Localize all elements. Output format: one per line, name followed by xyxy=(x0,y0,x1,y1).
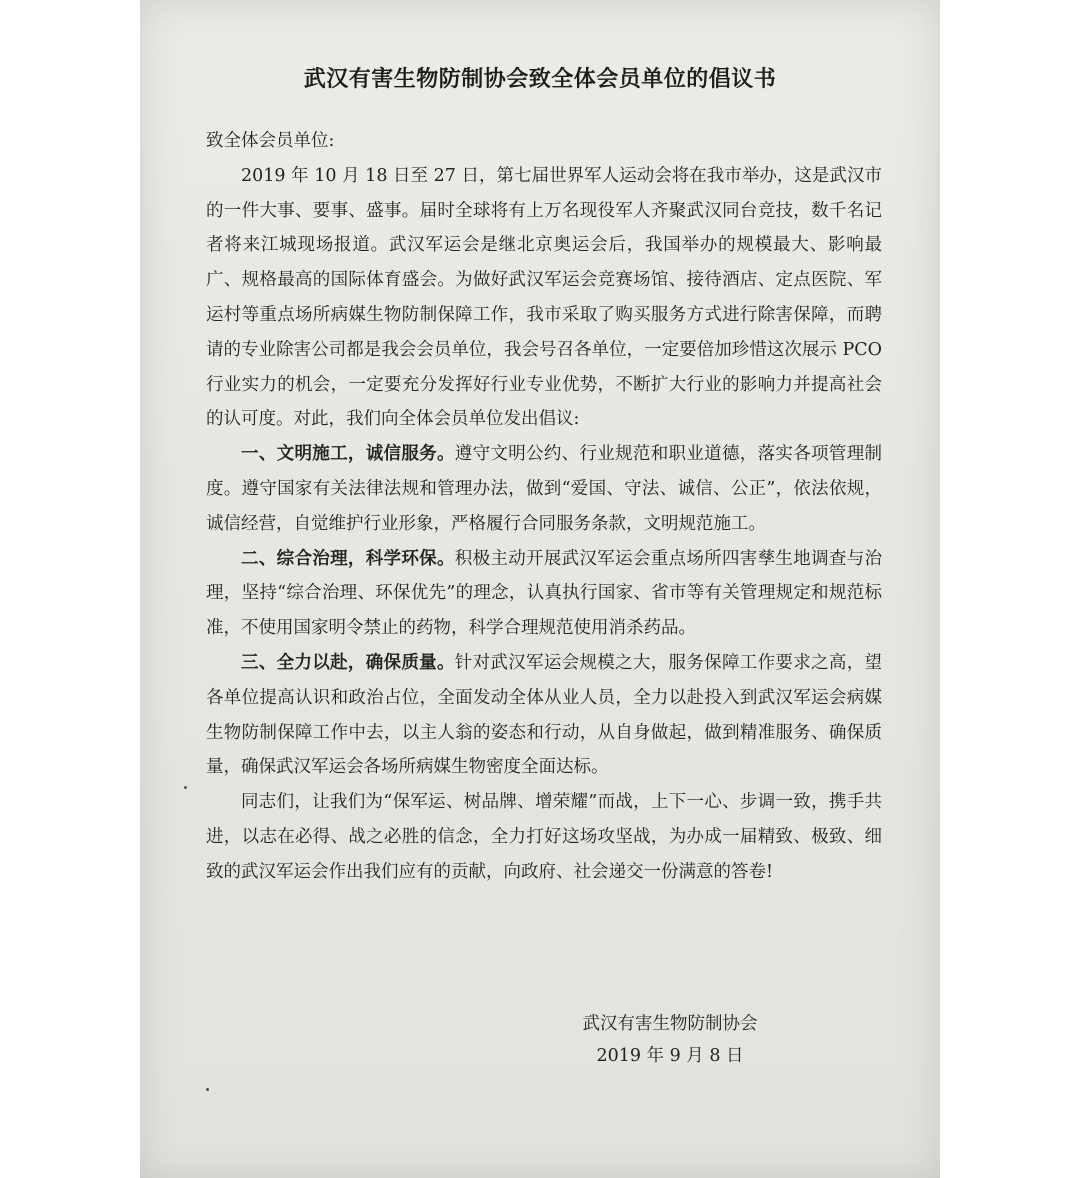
salutation: 致全体会员单位: xyxy=(206,131,335,151)
point-text: 针对武汉军运会规模之大，服务保障工作要求之高，望各单位提高认识和政治占位，全面发动全体从业人员，全力以赴投入到武汉军运会病媒生物防制保障工作中去，以主人翁的姿态和行动，从自身做起，做到精准服务、确保质量，确保武汉军运会各场所病媒生物密度全面达标。 xyxy=(206,652,883,778)
document-title: 武汉有害生物防制协会致全体会员单位的倡议书 xyxy=(303,67,777,92)
point-paragraph xyxy=(206,437,882,541)
point-text: 积极主动开展武汉军运会重点场所四害孳生地调查与治理，坚持“综合治理、环保优先”的理念，认真执行国家、省市等有关管理规定和规范标准，不使用国家明令禁止的药物，科学合理规范使用消杀药品。 xyxy=(206,548,883,639)
signature-date: 2019 年 9 月 8 日 xyxy=(596,1046,744,1066)
point-text: 遵守文明公约、行业规范和职业道德，落实各项管理制度。遵守国家有关法律法规和管理办法，做到“爱国、守法、诚信、公正”，依法依规，诚信经营，自觉维护行业形象，严格履行合同服务条款，文明规范施工。 xyxy=(206,444,883,534)
point-heading: 一、文明施工，诚信服务。 xyxy=(241,444,455,465)
signature-block xyxy=(560,1008,780,1072)
paper-sheet xyxy=(140,0,940,1178)
document-body xyxy=(206,124,882,890)
paper-speck xyxy=(184,786,187,789)
paper-speck xyxy=(206,1088,209,1091)
point-paragraph xyxy=(206,542,882,646)
intro-paragraph: 2019 年 10 月 18 日至 27 日，第七届世界军人运动会将在我市举办，这是武汉市的一件大事、要事、盛事。届时全球将有上万名现役军人齐聚武汉同台竞技，数千名记者将来江城现场报道。武汉军运会是继北京奥运会后，我国举办的规模最大、影响最广、规格最高的国际体育盛会。为做好武汉军运会竞赛场馆、接待酒店、定点医院、军运村等重点场所病媒生物防制保障工作，我市采取了购买服务方式进行除害保障，而聘请的专业除害公司都是我会会员单位，我会号召各单位，一定要倍加珍惜这次展示 PCO 行业实力的机会，一定要充分发挥好行业专业优势，不断扩大行业的影响力并提高社会的认可度。对此，我们向全体会员单位发出倡议: xyxy=(206,165,882,430)
closing-paragraph: 同志们，让我们为“保军运、树品牌、增荣耀”而战，上下一心、步调一致，携手共进，以志在必得、战之必胜的信念，全力打好这场攻坚战，为办成一届精致、极致、细致的武汉军运会作出我们应有的贡献，向政府、社会递交一份满意的答卷! xyxy=(206,792,882,882)
point-heading: 三、全力以赴，确保质量。 xyxy=(241,652,455,673)
point-heading: 二、综合治理，科学环保。 xyxy=(241,548,455,569)
signature-organization: 武汉有害生物防制协会 xyxy=(582,1014,758,1034)
point-paragraph xyxy=(206,646,882,785)
